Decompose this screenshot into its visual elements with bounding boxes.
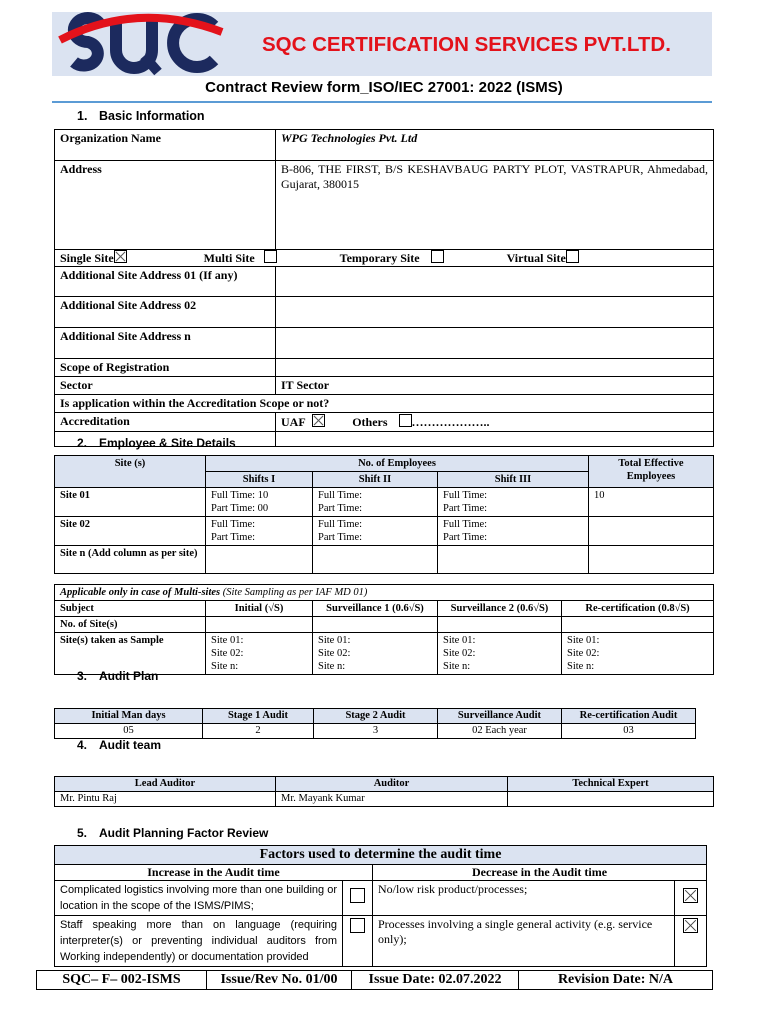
sample-cell: [206, 633, 313, 675]
total-employees-header: [589, 456, 714, 488]
stage-1-value: 2: [203, 724, 314, 739]
sample-cell: [438, 633, 562, 675]
shift-2-cell: [313, 488, 438, 517]
decrease-factor: Processes involving a single general activity (e.g. service only);: [373, 916, 675, 967]
shift-3-cell: [438, 546, 589, 574]
subject-header: Subject: [55, 601, 206, 617]
increase-factor-checkbox[interactable]: [350, 888, 365, 903]
blank-cell: [562, 617, 714, 633]
total-employees: 10: [589, 488, 714, 517]
part-time: Part Time:: [443, 532, 488, 543]
total-header-line1: Total Effective: [618, 458, 684, 469]
multi-site-label: Multi Site: [203, 251, 255, 265]
lead-auditor-header: Lead Auditor: [55, 777, 276, 792]
section-number: 4.: [77, 738, 88, 752]
audit-plan-table: [54, 708, 696, 739]
increase-factor: Complicated logistics involving more than one building or location in the scope of the ISMS/PIMS;: [55, 881, 343, 916]
multi-site-note: [55, 585, 714, 601]
shift-2-cell: [313, 517, 438, 546]
site-n: Site n:: [318, 661, 346, 672]
shift-1-cell: [206, 488, 313, 517]
total-header-line2: Employees: [626, 471, 676, 482]
virtual-site-checkbox[interactable]: [566, 250, 579, 263]
section-number: 5.: [77, 826, 88, 840]
shift-3-header: Shift III: [438, 472, 589, 488]
full-time: Full Time:: [443, 519, 488, 530]
sample-sites-label: Site(s) taken as Sample: [55, 633, 206, 675]
sample-cell: [313, 633, 438, 675]
shift-1-header: Shifts I: [206, 472, 313, 488]
shift-1-cell: [206, 517, 313, 546]
factors-title: Factors used to determine the audit time: [55, 846, 707, 865]
site-02: Site 02:: [443, 648, 476, 659]
uaf-checkbox[interactable]: [312, 414, 325, 427]
blank-cell: [438, 617, 562, 633]
issue-revision: Issue/Rev No. 01/00: [207, 971, 352, 990]
part-time: Part Time:: [318, 503, 363, 514]
increase-factor-checkbox[interactable]: [350, 918, 365, 933]
site-02: Site 02:: [211, 648, 244, 659]
site-n: Site n:: [567, 661, 595, 672]
basic-info-table: [54, 129, 714, 447]
recertification-header: Re-certification Audit: [562, 709, 696, 724]
site-name: Site 02: [55, 517, 206, 546]
surveillance-1-header: Surveillance 1 (0.6√S): [313, 601, 438, 617]
shift-3-cell: [438, 488, 589, 517]
initial-man-days-value: 05: [55, 724, 203, 739]
initial-header: Initial (√S): [206, 601, 313, 617]
increase-checkbox-cell: [343, 881, 373, 916]
site-type-row: [55, 250, 714, 267]
full-time: Full Time:: [211, 519, 256, 530]
section-title: Basic Information: [99, 109, 205, 123]
decrease-checkbox-cell: [675, 881, 707, 916]
additional-site-n-value: [276, 328, 714, 359]
full-time: Full Time:: [318, 490, 363, 501]
sqc-logo: [58, 10, 226, 80]
shift-2-cell: [313, 546, 438, 574]
shift-2-header: Shift II: [313, 472, 438, 488]
stage-2-value: 3: [314, 724, 438, 739]
additional-site-1-value: [276, 267, 714, 297]
section-title: Audit Plan: [99, 669, 159, 683]
address-label: Address: [55, 161, 276, 250]
employees-header: No. of Employees: [206, 456, 589, 472]
section-1-heading: [77, 109, 205, 123]
no-of-sites-label: No. of Site(s): [55, 617, 206, 633]
accreditation-label: Accreditation: [55, 413, 276, 432]
site-02: Site 02:: [318, 648, 351, 659]
stage-1-header: Stage 1 Audit: [203, 709, 314, 724]
org-name-label: Organization Name: [55, 130, 276, 161]
header-banner: [52, 12, 712, 76]
multi-site-sampling-table: [54, 584, 714, 675]
increase-header: Increase in the Audit time: [55, 865, 373, 881]
site-header: Site (s): [55, 456, 206, 488]
others-label: Others: [352, 415, 388, 429]
part-time: Part Time:: [318, 532, 363, 543]
site-name: Site 01: [55, 488, 206, 517]
site-01: Site 01:: [318, 635, 351, 646]
additional-site-n-label: Additional Site Address n: [55, 328, 276, 359]
section-title: Employee & Site Details: [99, 436, 236, 450]
single-site-label: Single Site: [60, 251, 114, 265]
multi-site-note-rest: (Site Sampling as per IAF MD 01): [220, 587, 368, 598]
table-row: [55, 488, 714, 517]
decrease-factor: No/low risk product/processes;: [373, 881, 675, 916]
section-4-heading: [77, 738, 161, 752]
org-name-value: WPG Technologies Pvt. Ltd: [276, 130, 714, 161]
accreditation-question: Is application within the Accreditation Scope or not?: [55, 395, 714, 413]
virtual-site-label: Virtual Site: [506, 251, 566, 265]
part-time: Part Time:: [211, 532, 256, 543]
additional-site-2-label: Additional Site Address 02: [55, 297, 276, 328]
scope-value: [276, 359, 714, 377]
others-dotted-field[interactable]: ………………..: [411, 415, 490, 429]
total-employees: [589, 546, 714, 574]
full-time: Full Time:: [318, 519, 363, 530]
site-01: Site 01:: [567, 635, 600, 646]
blank-cell: [276, 432, 714, 447]
shift-1-cell: [206, 546, 313, 574]
increase-factor: Staff speaking more than on language (requiring interpreter(s) or preventing individual auditors from Working independently) or documentation provided: [55, 916, 343, 967]
part-time: Part Time: 00: [211, 503, 269, 514]
issue-date: Issue Date: 02.07.2022: [352, 971, 519, 990]
decrease-factor-checkbox[interactable]: [683, 888, 698, 903]
site-01: Site 01:: [443, 635, 476, 646]
section-number: 2.: [77, 436, 88, 450]
section-title: Audit Planning Factor Review: [99, 826, 269, 840]
site-02: Site 02:: [567, 648, 600, 659]
site-name: Site n (Add column as per site): [55, 546, 206, 574]
full-time: Full Time:: [443, 490, 488, 501]
stage-2-header: Stage 2 Audit: [314, 709, 438, 724]
sector-label: Sector: [55, 377, 276, 395]
surveillance-2-header: Surveillance 2 (0.6√S): [438, 601, 562, 617]
total-employees: [589, 517, 714, 546]
document-number: SQC– F– 002-ISMS: [37, 971, 207, 990]
table-row: [55, 546, 714, 574]
decrease-checkbox-cell: [675, 916, 707, 967]
full-time: Full Time: 10: [211, 490, 269, 501]
additional-site-2-value: [276, 297, 714, 328]
scope-label: Scope of Registration: [55, 359, 276, 377]
technical-expert-value: [508, 792, 714, 807]
technical-expert-header: Technical Expert: [508, 777, 714, 792]
table-row: [55, 517, 714, 546]
recertification-header: Re-certification (0.8√S): [562, 601, 714, 617]
company-name: SQC CERTIFICATION SERVICES PVT.LTD.: [262, 33, 671, 56]
temporary-site-label: Temporary Site: [339, 251, 420, 265]
section-number: 3.: [77, 669, 88, 683]
audit-team-table: [54, 776, 714, 807]
auditor-header: Auditor: [276, 777, 508, 792]
multi-site-note-bold: Applicable only in case of Multi-sites: [60, 587, 221, 598]
initial-man-days-header: Initial Man days: [55, 709, 203, 724]
shift-3-cell: [438, 517, 589, 546]
section-5-heading: [77, 826, 268, 840]
uaf-label: UAF: [281, 415, 306, 429]
blank-cell: [206, 617, 313, 633]
section-2-heading: [77, 436, 236, 450]
blank-cell: [313, 617, 438, 633]
section-title: Audit team: [99, 738, 162, 752]
section-3-heading: [77, 669, 158, 683]
surveillance-value: 02 Each year: [438, 724, 562, 739]
audit-factor-table: [54, 845, 707, 967]
multi-site-checkbox[interactable]: [264, 250, 277, 263]
surveillance-header: Surveillance Audit: [438, 709, 562, 724]
additional-site-1-label: Additional Site Address 01 (If any): [55, 267, 276, 297]
auditor-value: Mr. Mayank Kumar: [276, 792, 508, 807]
others-checkbox[interactable]: [399, 414, 412, 427]
table-row: [55, 916, 707, 967]
address-value: B-806, THE FIRST, B/S KESHAVBAUG PARTY PLOT, VASTRAPUR, Ahmedabad, Gujarat, 380015: [276, 161, 714, 250]
decrease-factor-checkbox[interactable]: [683, 918, 698, 933]
accreditation-value: [276, 413, 714, 432]
title-divider: [52, 101, 712, 103]
form-title: Contract Review form_ISO/IEC 27001: 2022 (ISMS): [205, 79, 563, 96]
site-n: Site n:: [443, 661, 471, 672]
sector-value: IT Sector: [276, 377, 714, 395]
section-number: 1.: [77, 109, 88, 123]
recertification-value: 03: [562, 724, 696, 739]
part-time: Part Time:: [443, 503, 488, 514]
temporary-site-checkbox[interactable]: [431, 250, 444, 263]
sample-cell: [562, 633, 714, 675]
lead-auditor-value: Mr. Pintu Raj: [55, 792, 276, 807]
decrease-header: Decrease in the Audit time: [373, 865, 707, 881]
site-n: Site n:: [211, 661, 239, 672]
single-site-checkbox[interactable]: [114, 250, 127, 263]
table-row: [55, 881, 707, 916]
increase-checkbox-cell: [343, 916, 373, 967]
employee-site-table: [54, 455, 714, 574]
site-01: Site 01:: [211, 635, 244, 646]
revision-date: Revision Date: N/A: [519, 971, 713, 990]
footer-table: [36, 970, 713, 990]
